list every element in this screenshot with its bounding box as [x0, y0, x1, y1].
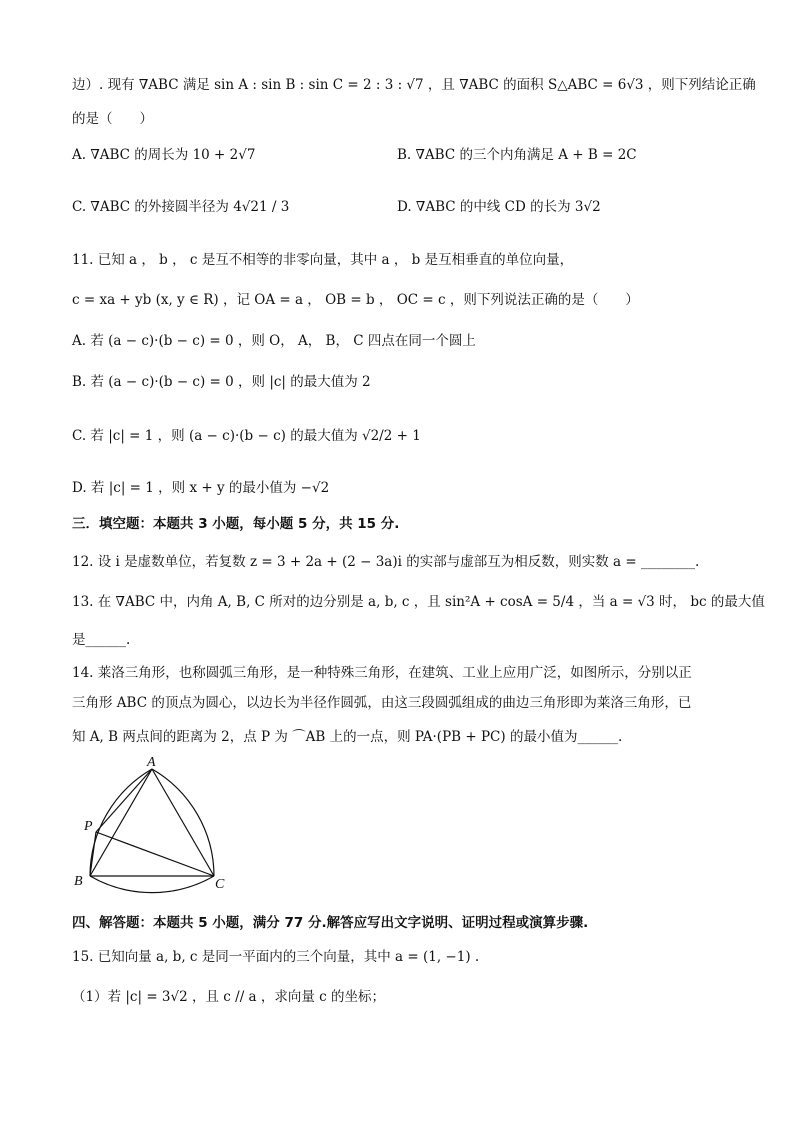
arc-bc — [90, 876, 214, 893]
label-b: B — [74, 874, 83, 889]
segment-pa — [96, 769, 152, 832]
q11-stem-line1: 11. 已知 a ， b ， c 是互不相等的非零向量，其中 a ， b 是互相垂直的单位向量， — [72, 252, 574, 268]
q10-option-b: B. ∇ABC 的三个内角满足 A + B = 2C — [397, 147, 637, 163]
q11-option-d: D. 若 |c| = 1 ，则 x + y 的最小值为 −√2 — [72, 480, 330, 496]
q10-stem-line1: 边）. 现有 ∇ABC 满足 sin A : sin B : sin C = 2 : 3 : √7 ，且 ∇ABC 的面积 S△ABC = 6√3 ，则下列结论正确 — [72, 77, 756, 93]
q14-line3: 知 A, B 两点间的距离为 2，点 P 为 ⌒AB 上的一点，则 PA·(PB + PC) 的最小值为______. — [72, 729, 623, 745]
label-p: P — [84, 819, 93, 834]
q11-stem-line2: c = xa + yb (x, y ∈ R) ，记 OA = a ， OB = b ， OC = c ，则下列说法正确的是（ ） — [72, 292, 639, 308]
q11-option-c: C. 若 |c| = 1 ，则 (a − c)·(b − c) 的最大值为 √2/2 + 1 — [72, 428, 421, 444]
section4-title: 四、解答题：本题共 5 小题，满分 77 分.解答应写出文字说明、证明过程或演算步骤. — [72, 915, 589, 931]
q10-option-a: A. ∇ABC 的周长为 10 + 2√7 — [72, 147, 256, 163]
q14-line2: 三角形 ABC 的顶点为圆心，以边长为半径作圆弧，由这三段圆弧组成的曲边三角形即为莱洛三角形，已 — [72, 695, 692, 711]
section3-title: 三．填空题：本题共 3 小题，每小题 5 分，共 15 分. — [72, 516, 400, 532]
q11-option-b: B. 若 (a − c)·(b − c) = 0 ，则 |c| 的最大值为 2 — [72, 374, 371, 390]
q12-text: 12. 设 i 是虚数单位，若复数 z = 3 + 2a + (2 − 3a)i 的实部与虚部互为相反数，则实数 a = ________. — [72, 554, 700, 570]
side-ab — [90, 769, 152, 876]
label-a: A — [147, 755, 156, 770]
q14-line1: 14. 莱洛三角形，也称圆弧三角形，是一种特殊三角形，在建筑、工业上应用广泛，如图所示，分别以正 — [72, 665, 692, 681]
q10-option-d: D. ∇ABC 的中线 CD 的长为 3√2 — [397, 199, 601, 215]
side-ac — [152, 769, 214, 876]
q10-option-c: C. ∇ABC 的外接圆半径为 4√21 / 3 — [72, 199, 290, 215]
q15-part1: （1）若 |c| = 3√2 ，且 c // a ，求向量 c 的坐标； — [72, 989, 386, 1005]
q10-stem-line2: 的是（ ） — [72, 111, 153, 127]
q11-option-a: A. 若 (a − c)·(b − c) = 0 ，则 O， A， B， C 四点在同一个圆上 — [72, 333, 476, 349]
segment-pc — [96, 832, 214, 876]
q15-stem: 15. 已知向量 a, b, c 是同一平面内的三个向量，其中 a = (1, −1) . — [72, 949, 480, 965]
q13-line2: 是______. — [72, 632, 131, 648]
q13-line1: 13. 在 ∇ABC 中，内角 A, B, C 所对的边分别是 a, b, c ，且 sin²A + cosA = 5/4 ，当 a = √3 时， bc 的最大值 — [72, 594, 765, 610]
segment-pb — [90, 832, 96, 876]
label-c: C — [215, 877, 225, 892]
reuleaux-triangle-figure — [72, 754, 242, 894]
